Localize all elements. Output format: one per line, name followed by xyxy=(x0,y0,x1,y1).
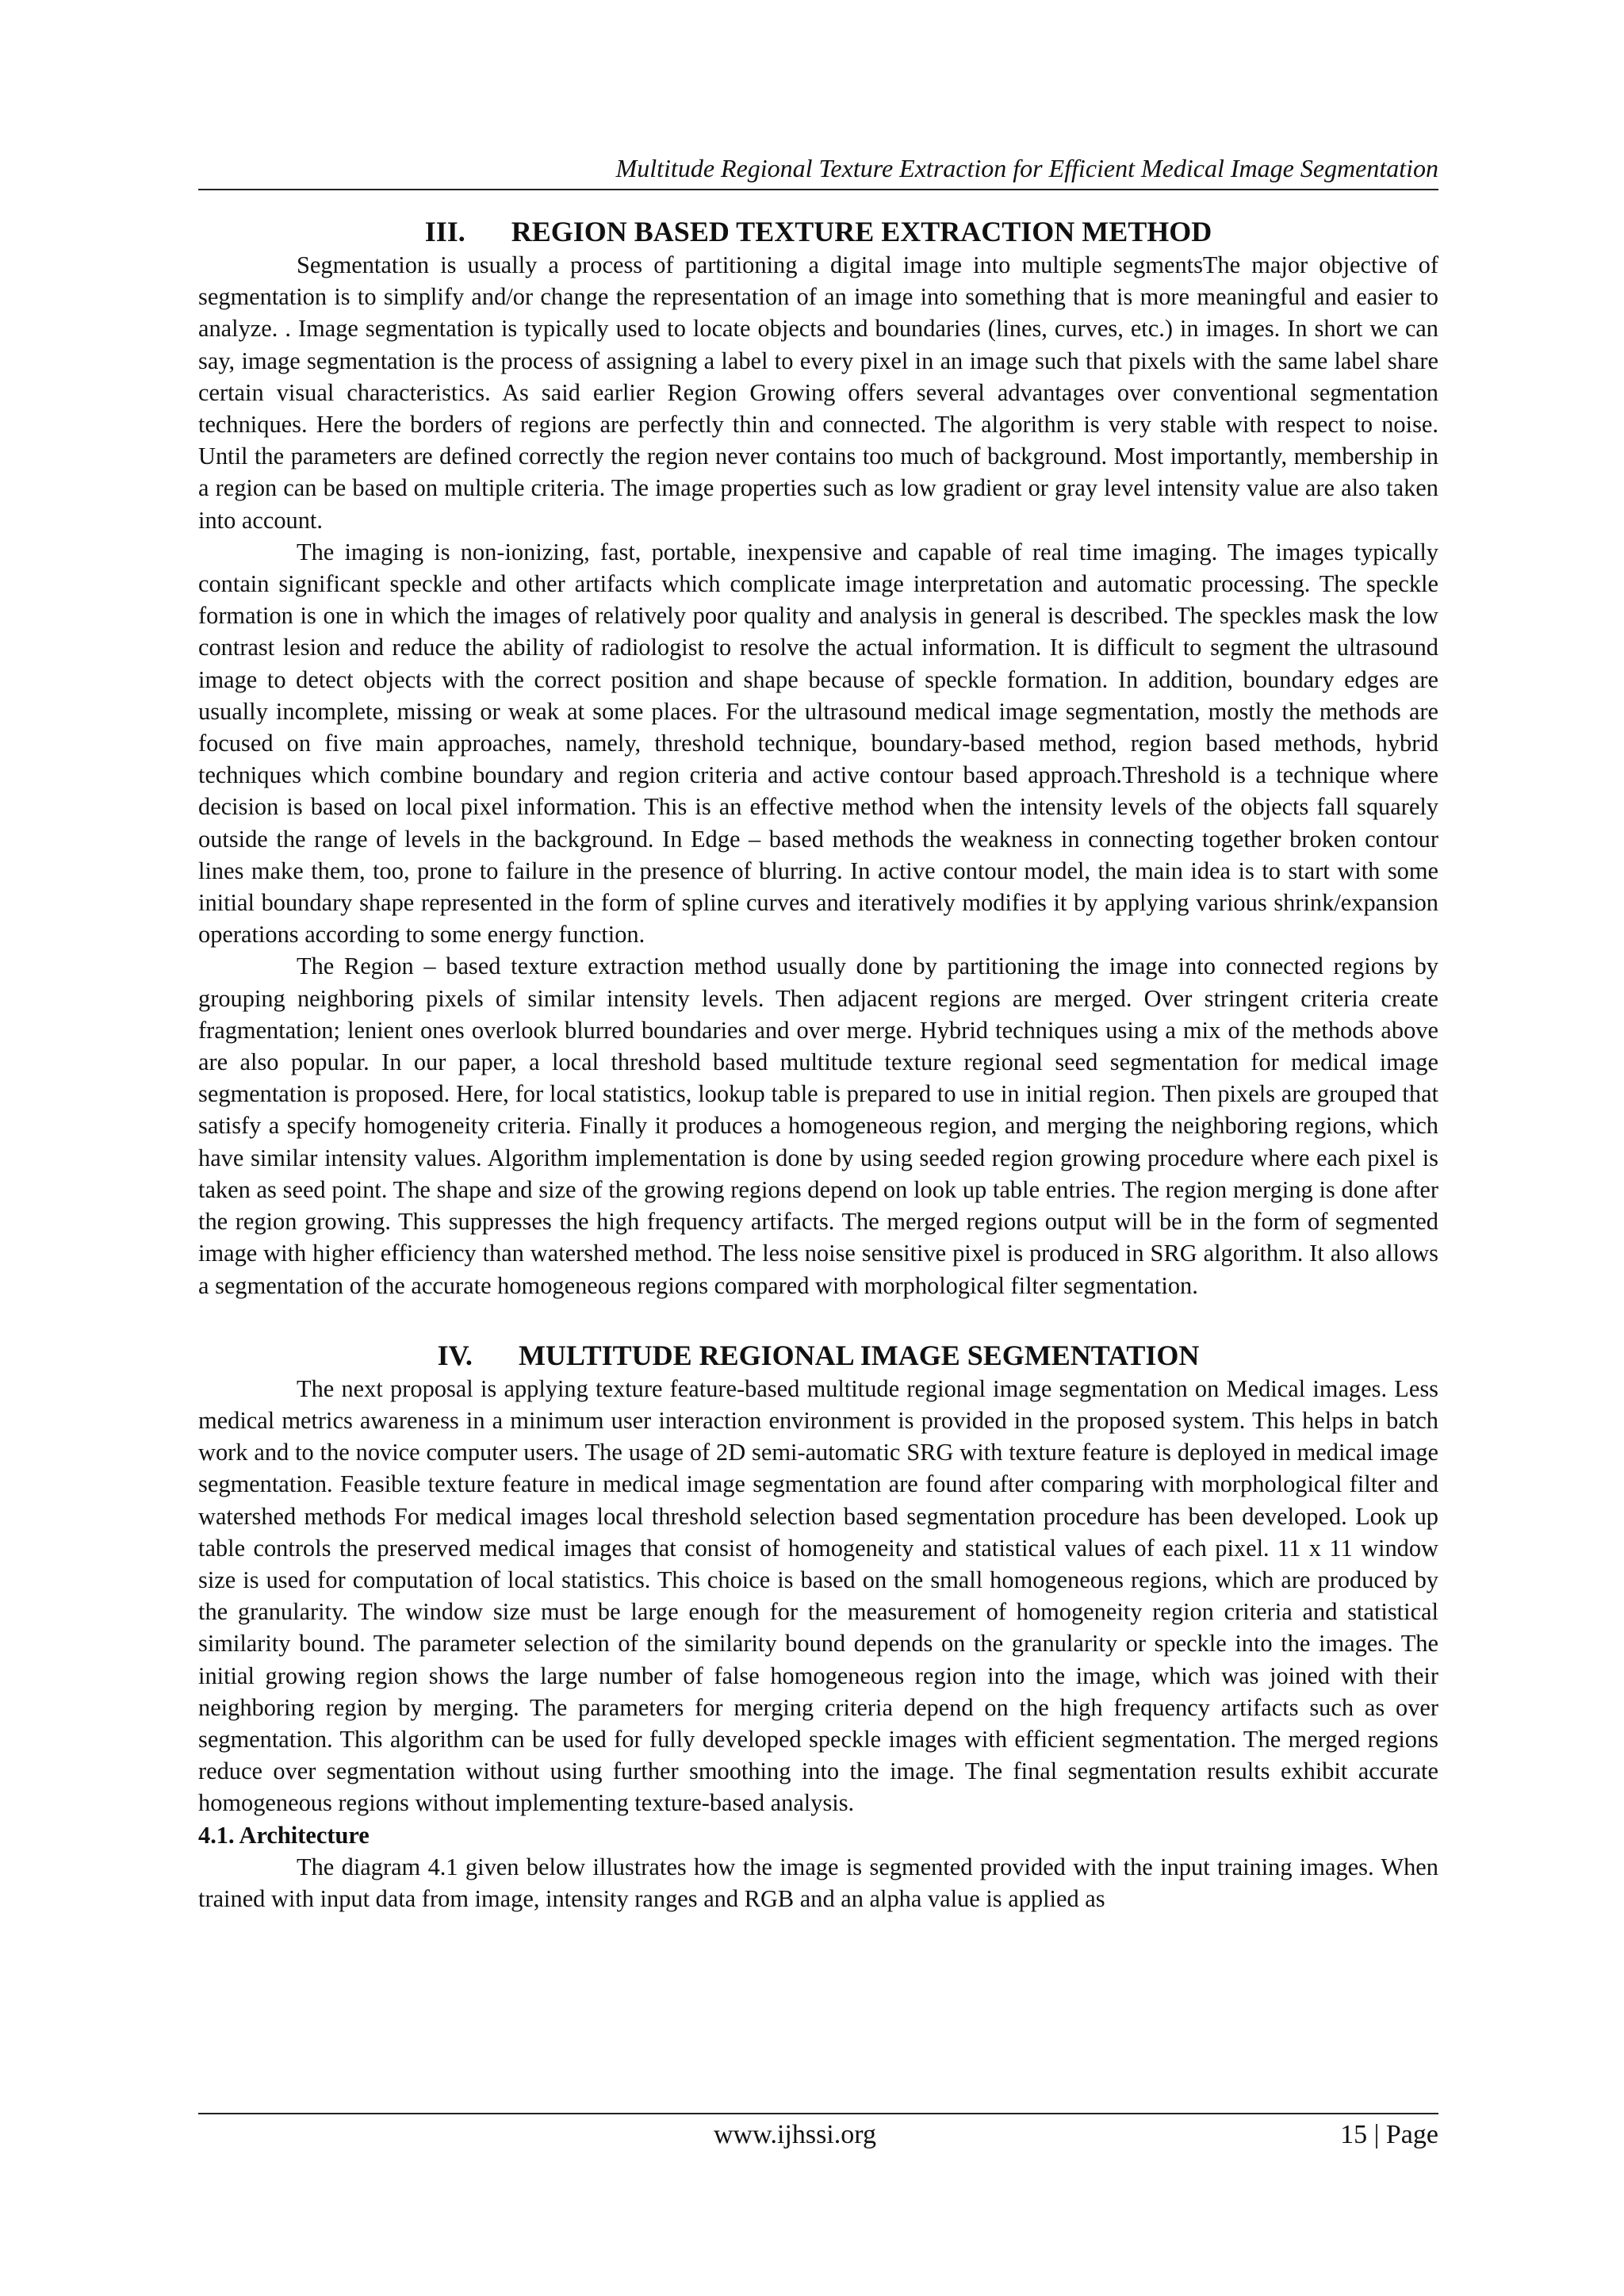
running-header: Multitude Regional Texture Extraction for Efficient Medical Image Segmentation xyxy=(615,154,1438,182)
header-rule xyxy=(198,189,1438,190)
section-4-paragraph: The next proposal is applying texture feature-based multitude regional image segmentation on Medical images. Less medical metrics awareness in a minimum user interaction environment is provided in the proposed system. This helps in batch work and to the novice computer users. The usage of 2D semi-automatic SRG with texture feature is deployed in medical image segmentation. Feasible texture feature in medical image segmentation are found after comparing with morphological filter and watershed methods For medical images local threshold selection based segmentation procedure has been developed. Look up table controls the preserved medical images that consist of homogeneity and statistical values of each pixel. 11 x 11 window size is used for computation of local statistics. This choice is based on the small homogeneous regions, which are produced by the granularity. The window size must be large enough for the measurement of homogeneity region criteria and statistical similarity bound. The parameter selection of the similarity bound depends on the granularity or speckle into the images. The initial growing region shows the large number of false homogeneous region into the image, which was joined with their neighboring region by merging. The parameters for merging criteria depend on the high frequency artifacts such as over segmentation. This algorithm can be used for fully developed speckle images with efficient segmentation. The merged regions reduce over segmentation without using further smoothing into the image. The final segmentation results exhibit accurate homogeneous regions without implementing texture-based analysis. xyxy=(198,1374,1438,1817)
section-3-heading xyxy=(198,214,1438,249)
section-3-title: REGION BASED TEXTURE EXTRACTION METHOD xyxy=(511,216,1212,247)
section-gap xyxy=(198,1301,1438,1338)
page-number: 15 | Page xyxy=(1340,2120,1438,2149)
page-body xyxy=(198,214,1438,1915)
section-3-number: III. xyxy=(424,216,465,247)
section-3-paragraph: Segmentation is usually a process of partitioning a digital image into multiple segmentsThe major objective of segmentation is to simplify and/or change the representation of an image into something that is more meaningful and easier to analyze. . Image segmentation is typically used to locate objects and boundaries (lines, curves, etc.) in images. In short we can say, image segmentation is the process of assigning a label to every pixel in an image such that pixels with the same label share certain visual characteristics. As said earlier Region Growing offers several advantages over conventional segmentation techniques. Here the borders of regions are perfectly thin and connected. The algorithm is very stable with respect to noise. Until the parameters are defined correctly the region never contains too much of background. Most importantly, membership in a region can be based on multiple criteria. The image properties such as low gradient or gray level intensity value are also taken into account. xyxy=(198,251,1438,534)
section-4-title: MULTITUDE REGIONAL IMAGE SEGMENTATION xyxy=(518,1339,1200,1371)
footer-rule xyxy=(198,2113,1438,2114)
paper-page xyxy=(198,0,1438,2296)
section-4-heading xyxy=(198,1338,1438,1373)
section-3-paragraph: The Region – based texture extraction method usually done by partitioning the image into connected regions by grouping neighboring pixels of similar intensity levels. Then adjacent regions are merged. Over stringent criteria create fragmentation; lenient ones overlook blurred boundaries and over merge. Hybrid techniques using a mix of the methods above are also popular. In our paper, a local threshold based multitude texture regional seed segmentation for medical image segmentation is proposed. Here, for local statistics, lookup table is prepared to use in initial region. Then pixels are grouped that satisfy a specify homogeneity criteria. Finally it produces a homogeneous region, and merging the neighboring regions, which have similar intensity values. Algorithm implementation is done by using seeded region growing procedure where each pixel is taken as seed point. The shape and size of the growing regions depend on look up table entries. The region merging is done after the region growing. This suppresses the high frequency artifacts. The merged regions output will be in the form of segmented image with higher efficiency than watershed method. The less noise sensitive pixel is produced in SRG algorithm. It also allows a segmentation of the accurate homogeneous regions compared with morphological filter segmentation. xyxy=(198,953,1438,1299)
subsection-4-1-heading: 4.1. Architecture xyxy=(198,1821,370,1849)
section-4-number: IV. xyxy=(437,1339,473,1371)
section-3-paragraph: The imaging is non-ionizing, fast, portable, inexpensive and capable of real time imaging. The images typically contain significant speckle and other artifacts which complicate image interpretation and automatic processing. The speckle formation is one in which the images of relatively poor quality and analysis in general is described. The speckles mask the low contrast lesion and reduce the ability of radiologist to resolve the actual information. It is difficult to segment the ultrasound image to detect objects with the correct position and shape because of speckle formation. In addition, boundary edges are usually incomplete, missing or weak at some places. For the ultrasound medical image segmentation, mostly the methods are focused on five main approaches, namely, threshold technique, boundary-based method, region based methods, hybrid techniques which combine boundary and region criteria and active contour based approach.Threshold is a technique where decision is based on local pixel information. This is an effective method when the intensity levels of the objects fall squarely outside the range of levels in the background. In Edge – based methods the weakness in connecting together broken contour lines make them, too, prone to failure in the presence of blurring. In active contour model, the main idea is to start with some initial boundary shape represented in the form of spline curves and iteratively modifies it by applying various shrink/expansion operations according to some energy function. xyxy=(198,538,1438,949)
subsection-4-1-paragraph: The diagram 4.1 given below illustrates how the image is segmented provided with the input training images. When trained with input data from image, intensity ranges and RGB and an alpha value is applied as xyxy=(198,1853,1438,1912)
journal-website: www.ijhssi.org xyxy=(714,2120,876,2149)
